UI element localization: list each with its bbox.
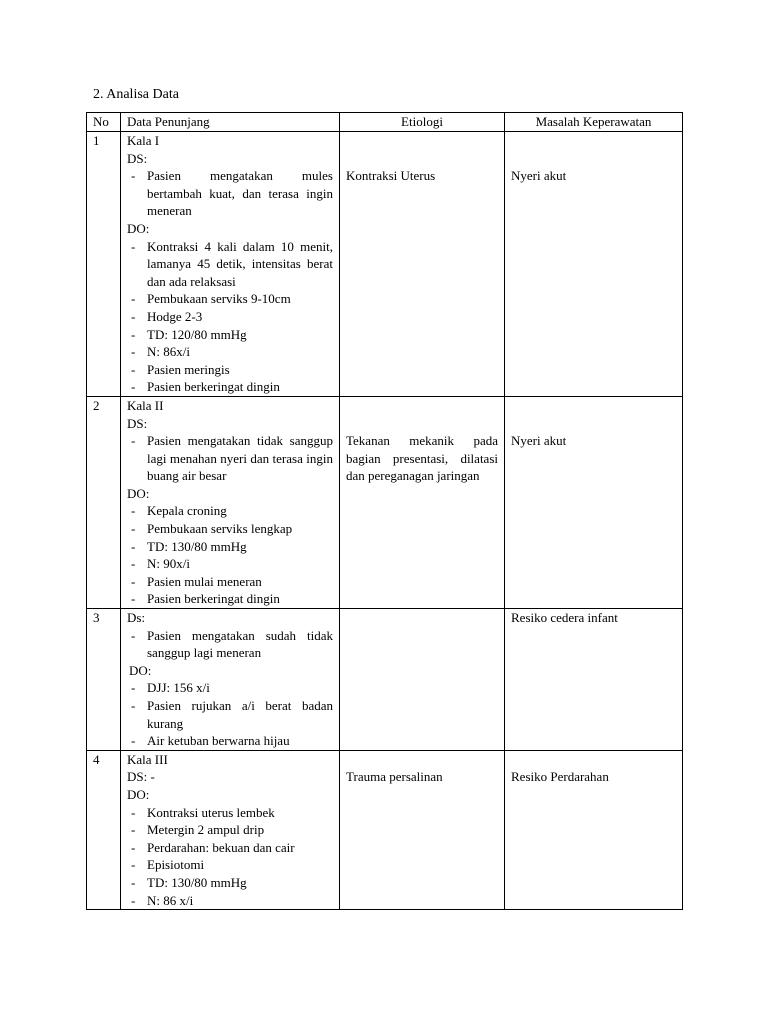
row-title: Kala I <box>127 133 160 148</box>
data-penunjang-cell <box>121 396 340 608</box>
ds-list <box>127 167 333 220</box>
list-item: - Pembukaan serviks 9-10cm <box>127 290 333 308</box>
list-item: - Pasien mulai meneran <box>127 573 333 591</box>
masalah-cell <box>505 609 683 751</box>
list-item: - N: 86 x/i <box>127 892 333 910</box>
ds-label: Ds: <box>127 610 146 626</box>
column-header-masalah-keperawatan: Masalah Keperawatan <box>505 113 683 132</box>
masalah-text: Resiko Perdarahan <box>511 769 609 785</box>
list-item: - Pembukaan serviks lengkap <box>127 520 333 538</box>
do-list <box>127 502 333 608</box>
do-list <box>127 804 333 910</box>
etiologi-text: Tekanan mekanik pada bagian presentasi, dilatasi dan pereganagan jaringan <box>346 432 498 484</box>
table-row <box>87 750 683 909</box>
list-item: - Pasien berkeringat dingin <box>127 590 333 608</box>
data-penunjang-cell <box>121 609 340 751</box>
list-item: - Pasien meringis <box>127 361 333 379</box>
table-row <box>87 396 683 608</box>
list-item: - Pasien mengatakan mules bertambah kuat, dan terasa ingin meneran <box>127 167 333 220</box>
table-row <box>87 609 683 751</box>
list-item: - Pasien mengatakan tidak sanggup lagi menahan nyeri dan terasa ingin buang air besar <box>127 432 333 485</box>
data-penunjang-cell <box>121 750 340 909</box>
masalah-cell <box>505 750 683 909</box>
list-item: - Air ketuban berwarna hijau <box>127 732 333 750</box>
masalah-text: Nyeri akut <box>511 168 567 183</box>
do-label: DO: <box>127 220 150 236</box>
ds-list <box>127 627 333 662</box>
masalah-text: Nyeri akut <box>511 432 567 448</box>
masalah-text: Resiko cedera infant <box>511 610 618 626</box>
row-number: 4 <box>87 750 121 909</box>
masalah-cell <box>505 132 683 397</box>
list-item: - N: 90x/i <box>127 555 333 573</box>
list-item: - Pasien berkeringat dingin <box>127 378 333 396</box>
do-label: DO: <box>127 786 150 802</box>
row-number: 1 <box>87 132 121 397</box>
list-item: - TD: 130/80 mmHg <box>127 874 333 892</box>
row-title: Kala III <box>127 751 168 767</box>
column-header-etiologi: Etiologi <box>340 113 505 132</box>
column-header-no: No <box>87 113 121 132</box>
do-label: DO: <box>127 485 150 501</box>
do-list <box>127 238 333 396</box>
list-item: - Kontraksi uterus lembek <box>127 804 333 822</box>
list-item: - Episiotomi <box>127 856 333 874</box>
do-list <box>127 679 333 749</box>
list-item: - Metergin 2 ampul drip <box>127 821 333 839</box>
do-label: DO: <box>129 662 152 678</box>
ds-label: DS: - <box>127 769 155 785</box>
page-heading: 2. Analisa Data <box>93 87 179 102</box>
row-number: 3 <box>87 609 121 751</box>
row-title: Kala II <box>127 397 164 413</box>
list-item: - Perdarahan: bekuan dan cair <box>127 839 333 857</box>
analysis-table <box>86 112 683 910</box>
row-number: 2 <box>87 396 121 608</box>
list-item: - Pasien mengatakan sudah tidak sanggup lagi meneran <box>127 627 333 662</box>
list-item: - Hodge 2-3 <box>127 308 333 326</box>
data-penunjang-cell <box>121 132 340 397</box>
etiologi-cell <box>340 609 505 751</box>
list-item: - N: 86x/i <box>127 343 333 361</box>
list-item: - TD: 120/80 mmHg <box>127 326 333 344</box>
etiologi-text: Kontraksi Uterus <box>346 168 436 183</box>
column-header-data-penunjang: Data Penunjang <box>121 113 340 132</box>
ds-list <box>127 432 333 485</box>
etiologi-text: Trauma persalinan <box>346 769 443 785</box>
header-row <box>87 113 683 132</box>
etiologi-cell <box>340 750 505 909</box>
list-item: - Kontraksi 4 kali dalam 10 menit, lamanya 45 detik, intensitas berat dan ada relaksasi <box>127 238 333 291</box>
etiologi-cell <box>340 396 505 608</box>
list-item: - TD: 130/80 mmHg <box>127 538 333 556</box>
ds-label: DS: <box>127 415 148 431</box>
table-row <box>87 132 683 397</box>
list-item: - Kepala croning <box>127 502 333 520</box>
masalah-cell <box>505 396 683 608</box>
list-item: - DJJ: 156 x/i <box>127 679 333 697</box>
etiologi-cell <box>340 132 505 397</box>
ds-label: DS: <box>127 150 148 166</box>
list-item: - Pasien rujukan a/i berat badan kurang <box>127 697 333 732</box>
